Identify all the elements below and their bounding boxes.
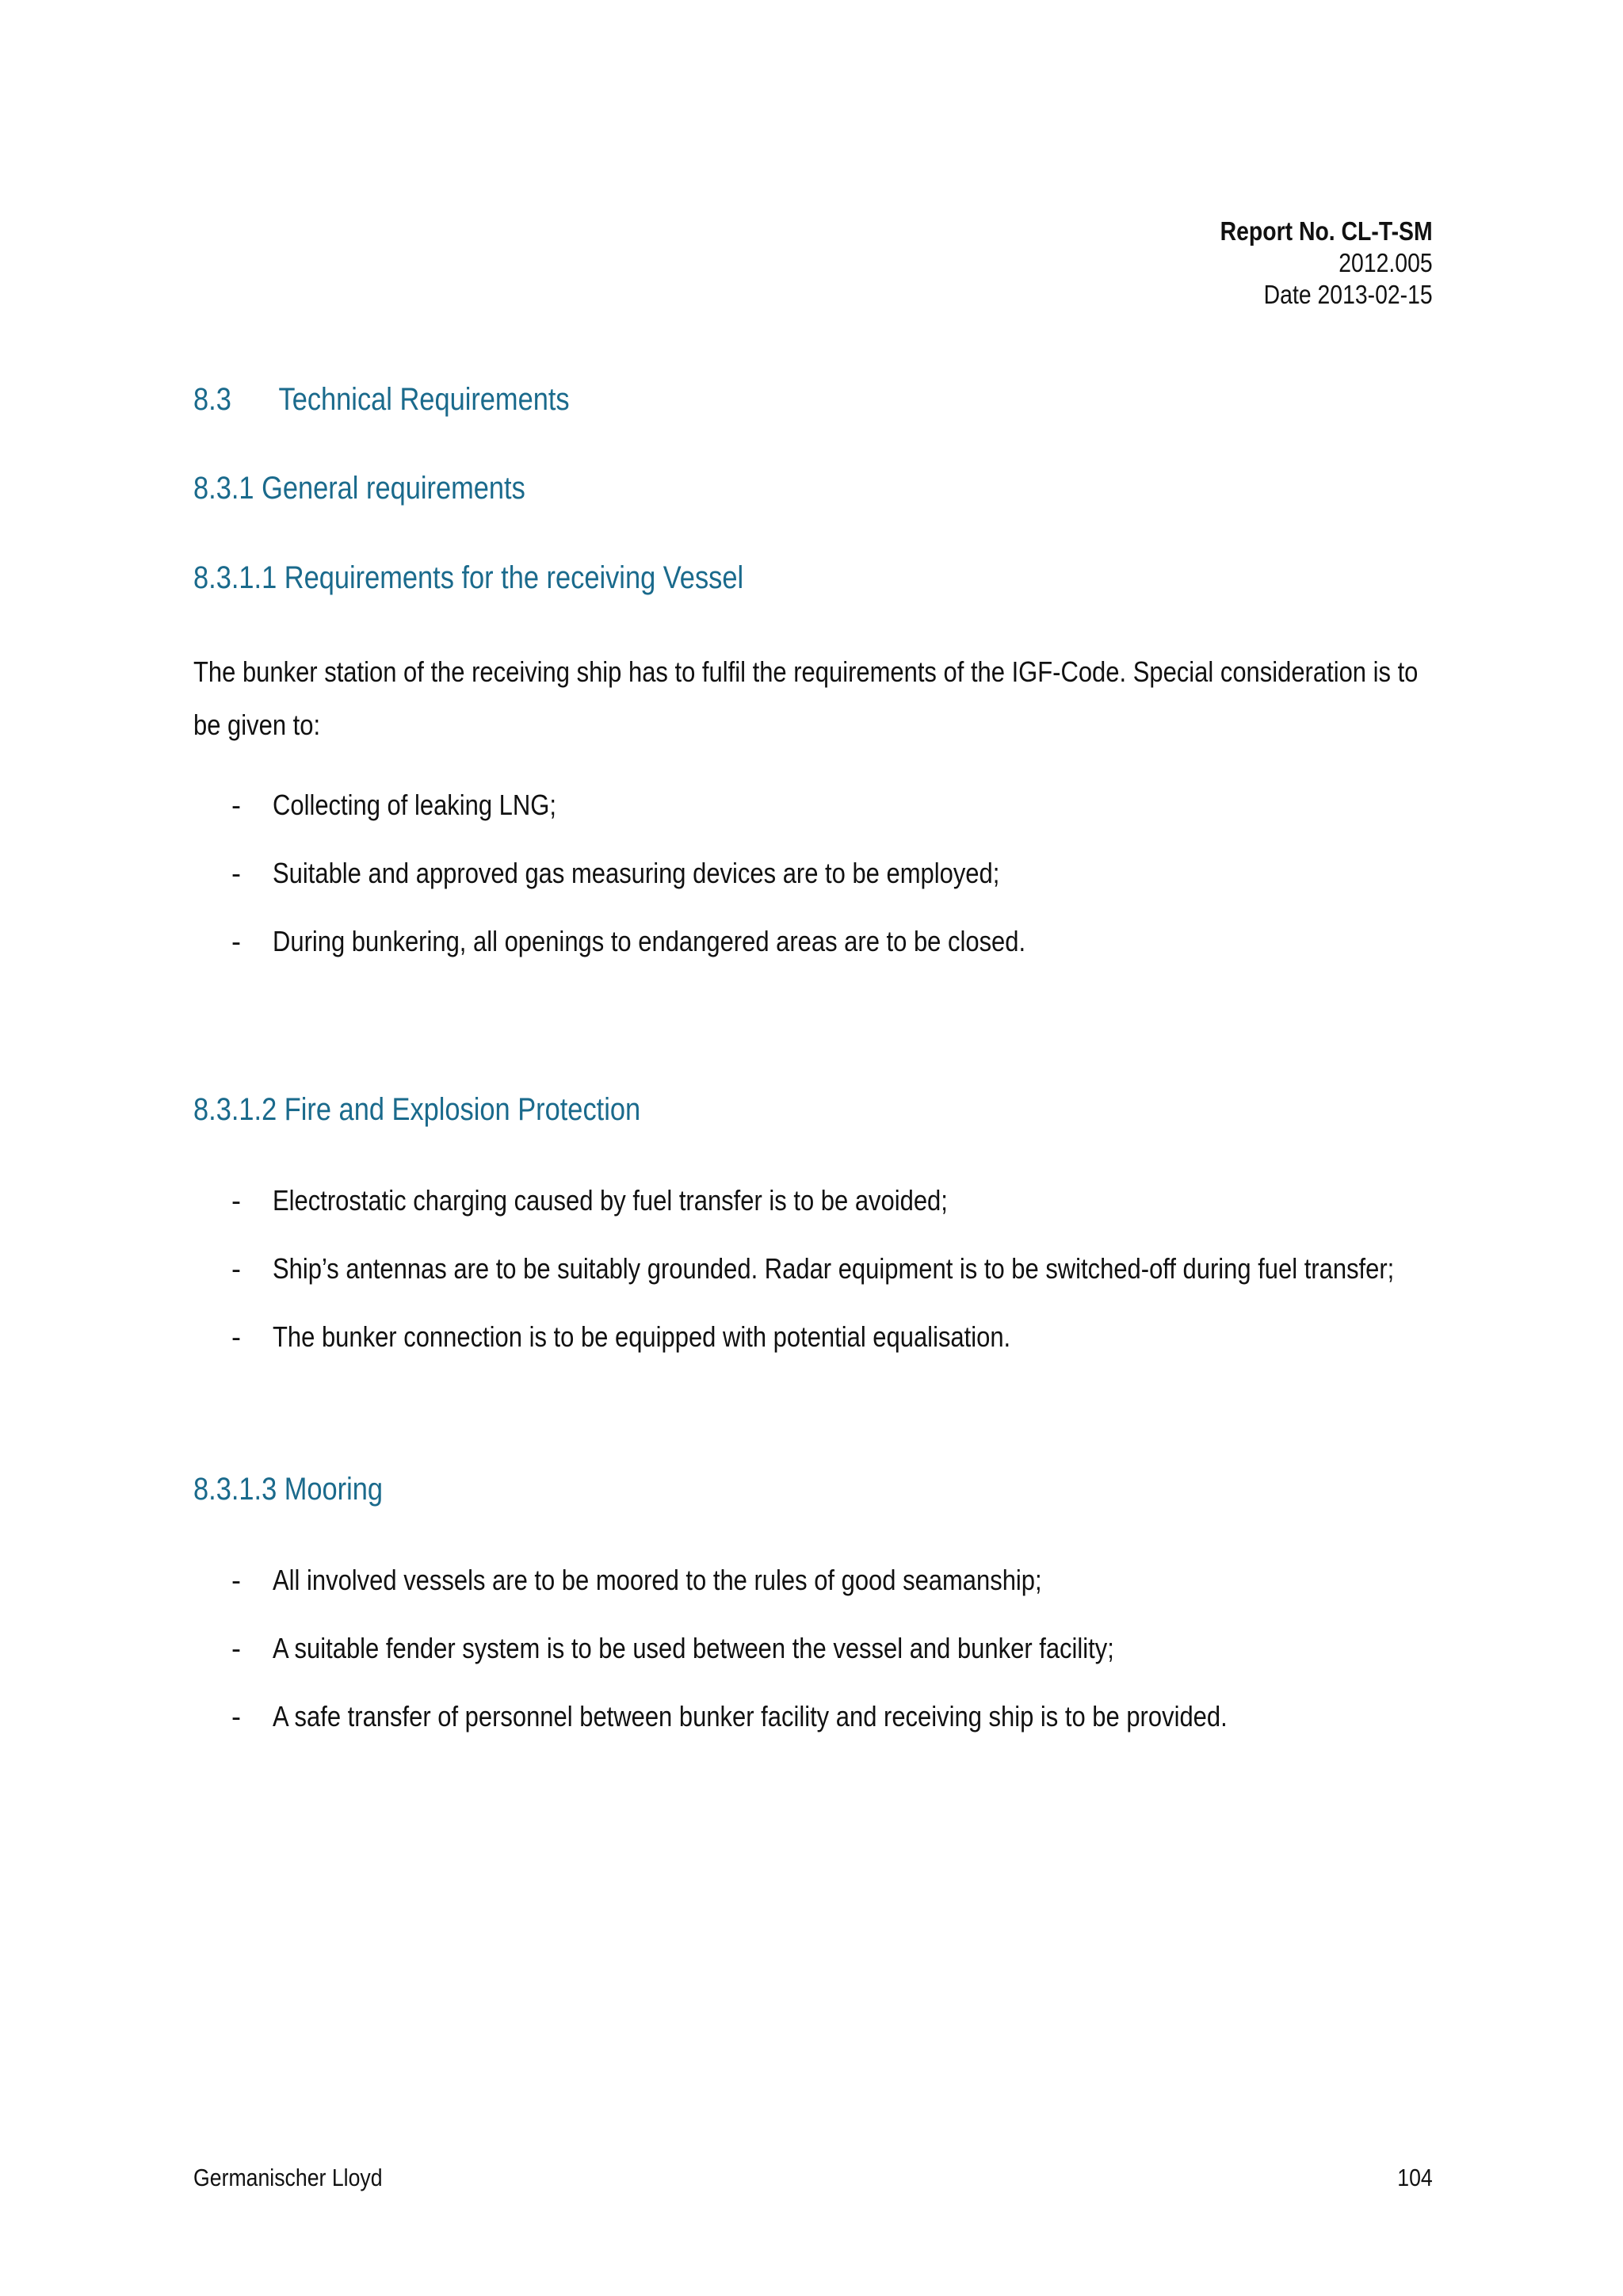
report-date: Date 2013-02-15 <box>1263 280 1433 309</box>
list-item-text: All involved vessels are to be moored to the rules of good seamanship; <box>273 1564 1042 1596</box>
bullet-marker: - <box>231 857 241 889</box>
list-item-text: During bunkering, all openings to endangered areas are to be closed. <box>273 925 1026 957</box>
list-item-text: Electrostatic charging caused by fuel transfer is to be avoided; <box>273 1184 948 1217</box>
bullet-marker: - <box>231 1632 241 1664</box>
bullet-marker: - <box>231 1320 241 1353</box>
list-item-text: A safe transfer of personnel between bunker facility and receiving ship is to be provided. <box>273 1700 1228 1733</box>
section-heading-8-3-1: 8.3.1 General requirements <box>193 471 525 506</box>
report-number: Report No. CL-T-SM <box>1220 216 1433 246</box>
bullet-marker: - <box>231 789 241 821</box>
bullet-marker: - <box>231 925 241 957</box>
list-item-text: Collecting of leaking LNG; <box>273 789 556 821</box>
body-paragraph <box>193 645 1477 751</box>
section-heading-8-3-1-1: 8.3.1.1 Requirements for the receiving Vessel <box>193 560 744 595</box>
footer-company: Germanischer Lloyd <box>193 2164 383 2191</box>
section-number: 8.3 <box>193 382 231 417</box>
list-item-text: A suitable fender system is to be used between the vessel and bunker facility; <box>273 1632 1114 1664</box>
list-item-text: The bunker connection is to be equipped with potential equalisation. <box>273 1320 1011 1353</box>
paragraph-line: be given to: <box>193 709 321 741</box>
section-heading-8-3-1-2: 8.3.1.2 Fire and Explosion Protection <box>193 1092 641 1127</box>
section-title: Technical Requirements <box>278 382 570 417</box>
section-heading-8-3 <box>193 380 631 418</box>
list-item-text: Suitable and approved gas measuring devices are to be employed; <box>273 857 1000 889</box>
report-header <box>1186 216 1433 311</box>
bullet-marker: - <box>231 1184 241 1217</box>
footer-page-number: 104 <box>1397 2164 1433 2191</box>
list-item-text: Ship’s antennas are to be suitably grounded. Radar equipment is to be switched-off during fuel transfer; <box>273 1252 1395 1285</box>
bullet-marker: - <box>231 1700 241 1733</box>
bullet-marker: - <box>231 1252 241 1285</box>
bullet-marker: - <box>231 1564 241 1596</box>
section-heading-8-3-1-3: 8.3.1.3 Mooring <box>193 1472 384 1507</box>
paragraph-line: The bunker station of the receiving ship has to fulfil the requirements of the IGF-Code. Special consideration is to <box>193 655 1419 688</box>
report-code: 2012.005 <box>1338 248 1433 277</box>
